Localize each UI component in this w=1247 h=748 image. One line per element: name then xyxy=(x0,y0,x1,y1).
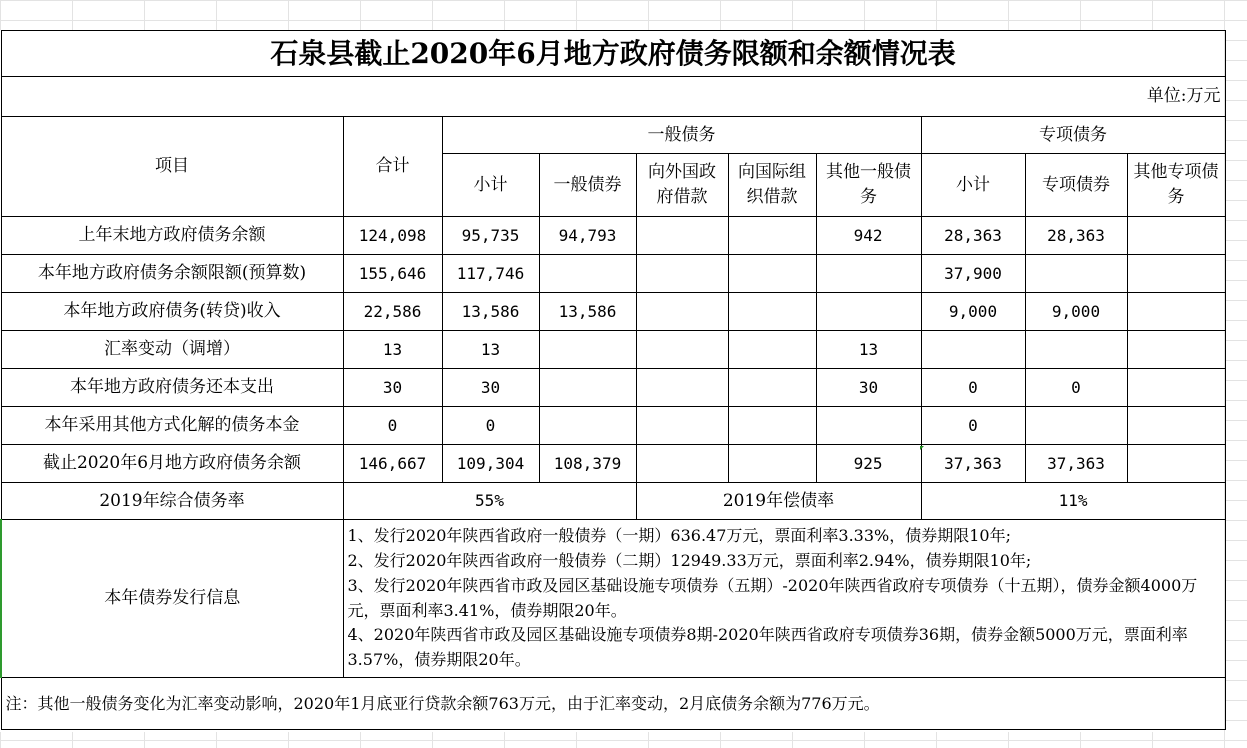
issuance-row xyxy=(1,520,1225,678)
composite-debt-ratio-label[interactable]: 2019年综合债务率 xyxy=(1,483,343,520)
header-special-bond[interactable]: 专项债券 xyxy=(1025,154,1127,217)
cell-general-subtotal[interactable]: 13,586 xyxy=(442,293,539,331)
cell-total[interactable]: 146,667 xyxy=(343,445,442,483)
cell-special-subtotal[interactable] xyxy=(921,331,1025,369)
cell-other-special[interactable] xyxy=(1127,445,1225,483)
cell-total[interactable]: 13 xyxy=(343,331,442,369)
cell-foreign-gov-loan[interactable] xyxy=(636,255,728,293)
header-item[interactable]: 项目 xyxy=(1,117,343,217)
cell-other-general[interactable]: 30 xyxy=(816,369,921,407)
header-special-group[interactable]: 专项债务 xyxy=(921,117,1225,154)
cell-total[interactable]: 155,646 xyxy=(343,255,442,293)
cell-general-subtotal[interactable]: 109,304 xyxy=(442,445,539,483)
cell-intl-org-loan[interactable] xyxy=(728,255,816,293)
cell-general-bond[interactable]: 108,379 xyxy=(539,445,636,483)
cell-other-general[interactable]: 13 xyxy=(816,331,921,369)
unit-label[interactable]: 单位:万元 xyxy=(1,77,1225,117)
cell-general-bond[interactable]: 94,793 xyxy=(539,217,636,255)
cell-other-special[interactable] xyxy=(1127,293,1225,331)
table-row xyxy=(1,255,1225,293)
cell-special-subtotal[interactable]: 28,363 xyxy=(921,217,1025,255)
header-general-group[interactable]: 一般债务 xyxy=(442,117,921,154)
cell-special-subtotal[interactable]: 9,000 xyxy=(921,293,1025,331)
row-label[interactable]: 截止2020年6月地方政府债务余额 xyxy=(1,445,343,483)
table-row xyxy=(1,407,1225,445)
cell-intl-org-loan[interactable] xyxy=(728,407,816,445)
header-foreign-gov-loan[interactable]: 向外国政府借款 xyxy=(636,154,728,217)
row-label[interactable]: 汇率变动（调增） xyxy=(1,331,343,369)
debt-table-sheet xyxy=(0,30,1224,732)
cell-foreign-gov-loan[interactable] xyxy=(636,407,728,445)
cell-general-bond[interactable] xyxy=(539,407,636,445)
header-general-bond[interactable]: 一般债券 xyxy=(539,154,636,217)
cell-intl-org-loan[interactable] xyxy=(728,331,816,369)
cell-general-subtotal[interactable]: 117,746 xyxy=(442,255,539,293)
header-total[interactable]: 合计 xyxy=(343,117,442,217)
cell-other-special[interactable] xyxy=(1127,407,1225,445)
row-label[interactable]: 本年采用其他方式化解的债务本金 xyxy=(1,407,343,445)
cell-foreign-gov-loan[interactable] xyxy=(636,293,728,331)
cell-special-bond[interactable]: 9,000 xyxy=(1025,293,1127,331)
cell-foreign-gov-loan[interactable] xyxy=(636,217,728,255)
debt-service-ratio-value[interactable]: 11% xyxy=(921,483,1225,520)
issuance-line: 2、发行2020年陕西省政府一般债券（二期）12949.33万元，票面利率2.94%，债券期限10年; xyxy=(347,550,1032,570)
table-row xyxy=(1,293,1225,331)
cell-other-special[interactable] xyxy=(1127,331,1225,369)
debt-table xyxy=(0,30,1226,730)
header-general-subtotal[interactable]: 小计 xyxy=(442,154,539,217)
row-label[interactable]: 本年地方政府债务还本支出 xyxy=(1,369,343,407)
issuance-line: 4、2020年陕西省市政及园区基础设施专项债券8期-2020年陕西省政府专项债券36期，债券金额5000万元，票面利率3.57%，债券期限20年。 xyxy=(347,625,1188,670)
row-label[interactable]: 上年末地方政府债务余额 xyxy=(1,217,343,255)
cell-special-subtotal[interactable]: 0 xyxy=(921,407,1025,445)
header-other-general[interactable]: 其他一般债务 xyxy=(816,154,921,217)
table-row xyxy=(1,217,1225,255)
table-title[interactable]: 石泉县截止2020年6月地方政府债务限额和余额情况表 xyxy=(1,31,1225,77)
cell-other-general[interactable] xyxy=(816,407,921,445)
issuance-label[interactable]: 本年债券发行信息 xyxy=(1,520,343,678)
cell-special-bond[interactable] xyxy=(1025,407,1127,445)
cell-general-subtotal[interactable]: 13 xyxy=(442,331,539,369)
cell-intl-org-loan[interactable] xyxy=(728,217,816,255)
row-label[interactable]: 本年地方政府债务(转贷)收入 xyxy=(1,293,343,331)
note-row xyxy=(1,678,1225,730)
cell-other-general[interactable] xyxy=(816,293,921,331)
cell-general-bond[interactable]: 13,586 xyxy=(539,293,636,331)
table-row xyxy=(1,369,1225,407)
cell-special-bond[interactable] xyxy=(1025,255,1127,293)
cell-total[interactable]: 124,098 xyxy=(343,217,442,255)
cell-other-special[interactable] xyxy=(1127,369,1225,407)
cell-other-general[interactable]: 942 xyxy=(816,217,921,255)
debt-service-ratio-label[interactable]: 2019年偿债率 xyxy=(636,483,921,520)
cell-total[interactable]: 30 xyxy=(343,369,442,407)
cell-other-general[interactable]: 925 xyxy=(816,445,921,483)
issuance-info[interactable] xyxy=(343,520,1225,678)
cell-special-bond[interactable]: 37,363 xyxy=(1025,445,1127,483)
cell-total[interactable]: 22,586 xyxy=(343,293,442,331)
cell-special-bond[interactable]: 0 xyxy=(1025,369,1127,407)
header-other-special[interactable]: 其他专项债务 xyxy=(1127,154,1225,217)
cell-intl-org-loan[interactable] xyxy=(728,293,816,331)
cell-special-subtotal[interactable]: 0 xyxy=(921,369,1025,407)
cell-intl-org-loan[interactable] xyxy=(728,369,816,407)
cell-foreign-gov-loan[interactable] xyxy=(636,331,728,369)
cell-intl-org-loan[interactable] xyxy=(728,445,816,483)
cell-general-subtotal[interactable]: 30 xyxy=(442,369,539,407)
cell-other-special[interactable] xyxy=(1127,255,1225,293)
cell-special-bond[interactable] xyxy=(1025,331,1127,369)
header-special-subtotal[interactable]: 小计 xyxy=(921,154,1025,217)
row-label[interactable]: 本年地方政府债务余额限额(预算数) xyxy=(1,255,343,293)
issuance-line: 1、发行2020年陕西省政府一般债券（一期）636.47万元，票面利率3.33%，债券期限10年; xyxy=(347,526,1011,546)
ratio-row xyxy=(1,483,1225,520)
cell-special-bond[interactable]: 28,363 xyxy=(1025,217,1127,255)
cell-foreign-gov-loan[interactable] xyxy=(636,445,728,483)
composite-debt-ratio-value[interactable]: 55% xyxy=(343,483,636,520)
cell-special-subtotal[interactable]: 37,900 xyxy=(921,255,1025,293)
header-intl-org-loan[interactable]: 向国际组织借款 xyxy=(728,154,816,217)
cell-special-subtotal[interactable]: 37,363 xyxy=(921,445,1025,483)
issuance-line: 3、发行2020年陕西省市政及园区基础设施专项债券（五期）-2020年陕西省政府专项债券（十五期），债券金额4000万元，票面利率3.41%，债券期限20年。 xyxy=(347,575,1198,620)
cell-general-bond[interactable] xyxy=(539,369,636,407)
cell-comment-marker xyxy=(920,446,924,450)
footnote[interactable]: 注：其他一般债务变化为汇率变动影响，2020年1月底亚行贷款余额763万元，由于汇率变动，2月底债务余额为776万元。 xyxy=(1,678,1225,730)
cell-foreign-gov-loan[interactable] xyxy=(636,369,728,407)
cell-general-bond[interactable] xyxy=(539,331,636,369)
cell-general-bond[interactable] xyxy=(539,255,636,293)
cell-general-subtotal[interactable]: 0 xyxy=(442,407,539,445)
cell-other-special[interactable] xyxy=(1127,217,1225,255)
cell-total[interactable]: 0 xyxy=(343,407,442,445)
table-row xyxy=(1,331,1225,369)
cell-other-general[interactable] xyxy=(816,255,921,293)
cell-general-subtotal[interactable]: 95,735 xyxy=(442,217,539,255)
table-row xyxy=(1,445,1225,483)
